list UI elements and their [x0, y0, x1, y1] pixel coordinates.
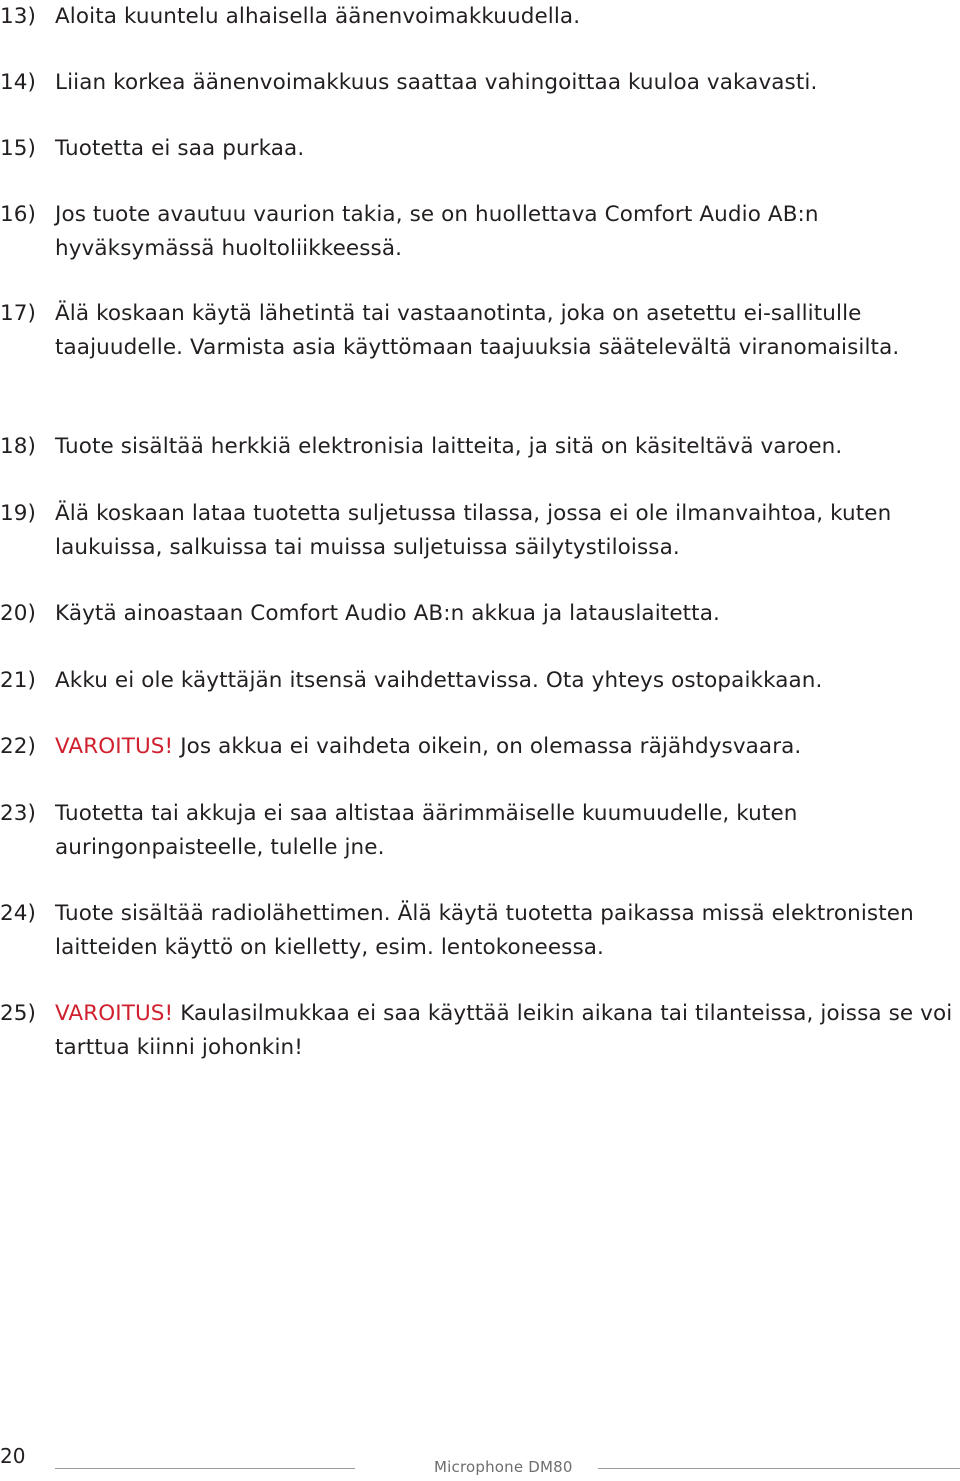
item-text: Liian korkea äänenvoimakkuus saattaa vahingoittaa kuuloa vakavasti.	[55, 70, 818, 95]
item-number: 15)	[0, 136, 37, 161]
list-item	[0, 132, 958, 166]
item-text: Aloita kuuntelu alhaisella äänenvoimakkuudella.	[55, 4, 581, 29]
list-item	[0, 997, 958, 1064]
list-item	[0, 66, 958, 100]
item-text: Tuote sisältää radiolähettimen. Älä käytä tuotetta paikassa missä elektronisten laitteiden käyttö on kielletty, esim. lentokoneessa.	[55, 901, 914, 960]
item-text: Akku ei ole käyttäjän itsensä vaihdettavissa. Ota yhteys ostopaikkaan.	[55, 668, 823, 693]
item-number: 17)	[0, 301, 37, 326]
item-text: Älä koskaan käytä lähetintä tai vastaanotinta, joka on asetettu ei-sallitulle taajuudelle. Varmista asia käyttömaan taajuuksia säätelevältä viranomaisilta.	[55, 301, 900, 360]
item-text: Jos tuote avautuu vaurion takia, se on huollettava Comfort Audio AB:n hyväksymässä huoltoliikkeessä.	[55, 202, 819, 261]
list-item	[0, 664, 958, 698]
item-number: 21)	[0, 668, 37, 693]
list-item	[0, 730, 958, 764]
list-item	[0, 198, 958, 265]
list-item	[0, 897, 958, 964]
warning-label: VAROITUS!	[55, 1001, 174, 1026]
item-text: Tuotetta ei saa purkaa.	[55, 136, 305, 161]
list-item	[0, 297, 958, 364]
item-number: 22)	[0, 734, 37, 759]
item-text: Tuote sisältää herkkiä elektronisia laitteita, ja sitä on käsiteltävä varoen.	[55, 434, 843, 459]
item-number: 13)	[0, 4, 37, 29]
item-number: 16)	[0, 202, 37, 227]
item-number: 19)	[0, 501, 37, 526]
item-text-with-warning	[55, 730, 958, 764]
item-text: Jos akkua ei vaihdeta oikein, on olemassa räjähdysvaara.	[173, 734, 802, 759]
item-text-with-warning	[55, 997, 958, 1064]
item-number: 18)	[0, 434, 37, 459]
item-number: 24)	[0, 901, 37, 926]
footer-title: Microphone DM80	[434, 1458, 573, 1476]
footer-rule-left	[55, 1468, 355, 1469]
item-text: Kaulasilmukkaa ei saa käyttää leikin aikana tai tilanteissa, joissa se voi tarttua kiinni johonkin!	[55, 1001, 953, 1060]
item-number: 23)	[0, 801, 37, 826]
list-item	[0, 597, 958, 631]
list-item	[0, 497, 958, 564]
list-item	[0, 797, 958, 864]
item-text: Älä koskaan lataa tuotetta suljetussa tilassa, jossa ei ole ilmanvaihtoa, kuten laukuissa, salkuissa tai muissa suljetuissa säilytystiloissa.	[55, 501, 892, 560]
list-item	[0, 430, 958, 464]
item-text: Käytä ainoastaan Comfort Audio AB:n akkua ja latauslaitetta.	[55, 601, 720, 626]
warning-label: VAROITUS!	[55, 734, 174, 759]
item-number: 25)	[0, 1001, 37, 1026]
item-number: 14)	[0, 70, 37, 95]
footer-rule-right	[598, 1468, 960, 1469]
list-item	[0, 0, 958, 34]
item-text: Tuotetta tai akkuja ei saa altistaa äärimmäiselle kuumuudelle, kuten auringonpaisteelle, tulelle jne.	[55, 801, 798, 860]
page-number: 20	[0, 1444, 26, 1468]
item-number: 20)	[0, 601, 37, 626]
